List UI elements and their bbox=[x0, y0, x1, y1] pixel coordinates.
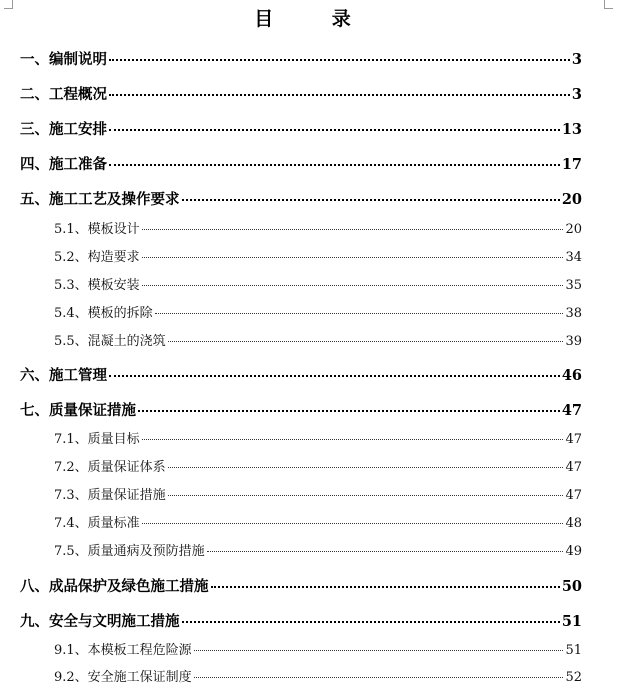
toc-entry-2[interactable] bbox=[20, 83, 582, 104]
toc-entry-label: 八、成品保护及绿色施工措施 bbox=[20, 578, 209, 595]
toc-entry-7-5[interactable] bbox=[54, 540, 582, 559]
toc-entry-page: 47 bbox=[565, 460, 582, 475]
toc-entry-page: 35 bbox=[565, 278, 582, 293]
toc-entry-page: 3 bbox=[571, 86, 582, 103]
toc-entry-page: 49 bbox=[565, 544, 582, 559]
toc-entry-label: 四、施工准备 bbox=[20, 156, 107, 173]
toc-leader-dots bbox=[138, 410, 560, 412]
toc-entry-page: 20 bbox=[561, 191, 582, 208]
toc-leader-dots bbox=[109, 94, 570, 96]
toc-entry-9-2[interactable] bbox=[54, 666, 582, 685]
toc-entry-5[interactable] bbox=[20, 188, 582, 209]
toc-leader-dots bbox=[142, 229, 564, 230]
toc-entry-9[interactable] bbox=[20, 610, 582, 631]
toc-title: 目 录 bbox=[254, 8, 377, 30]
toc-leader-dots bbox=[109, 164, 560, 166]
toc-leader-dots bbox=[168, 341, 564, 342]
toc-leader-dots bbox=[142, 523, 564, 524]
toc-entry-page: 47 bbox=[565, 432, 582, 447]
toc-leader-dots bbox=[182, 621, 560, 623]
toc-entry-5-2[interactable] bbox=[54, 246, 582, 265]
toc-entry-7-3[interactable] bbox=[54, 484, 582, 503]
toc-entry-page: 3 bbox=[571, 51, 582, 68]
toc-leader-dots bbox=[155, 313, 564, 314]
toc-leader-dots bbox=[142, 257, 564, 258]
toc-leader-dots bbox=[182, 199, 560, 201]
toc-entry-page: 38 bbox=[565, 306, 582, 321]
toc-entry-7-2[interactable] bbox=[54, 456, 582, 475]
toc-entry-label: 7.1、质量目标 bbox=[54, 432, 140, 447]
toc-leader-dots bbox=[168, 495, 564, 496]
toc-entry-page: 48 bbox=[565, 516, 582, 531]
toc-entry-6[interactable] bbox=[20, 364, 582, 385]
toc-leader-dots bbox=[109, 375, 560, 377]
toc-entry-7-4[interactable] bbox=[54, 512, 582, 531]
toc-entry-label: 九、安全与文明施工措施 bbox=[20, 613, 180, 630]
toc-entry-label: 7.3、质量保证措施 bbox=[54, 488, 166, 503]
toc-leader-dots bbox=[142, 439, 564, 440]
toc-entry-label: 9.1、本模板工程危险源 bbox=[54, 643, 192, 658]
toc-entry-3[interactable] bbox=[20, 118, 582, 139]
toc-entry-label: 一、编制说明 bbox=[20, 51, 107, 68]
toc-entry-5-3[interactable] bbox=[54, 274, 582, 293]
toc-entry-label: 5.1、模板设计 bbox=[54, 222, 140, 237]
toc-entry-7-1[interactable] bbox=[54, 428, 582, 447]
toc-entry-label: 7.4、质量标准 bbox=[54, 516, 140, 531]
toc-leader-dots bbox=[142, 285, 564, 286]
toc-entry-5-5[interactable] bbox=[54, 330, 582, 349]
toc-entry-1[interactable] bbox=[20, 48, 582, 69]
toc-leader-dots bbox=[207, 551, 564, 552]
toc-leader-dots bbox=[168, 467, 564, 468]
toc-entry-page: 46 bbox=[561, 367, 582, 384]
toc-entry-label: 5.5、混凝土的浇筑 bbox=[54, 334, 166, 349]
toc-entry-4[interactable] bbox=[20, 153, 582, 174]
toc-entry-label: 二、工程概况 bbox=[20, 86, 107, 103]
toc-entry-label: 5.4、模板的拆除 bbox=[54, 306, 153, 321]
toc-entry-page: 47 bbox=[565, 488, 582, 503]
toc-entry-label: 5.3、模板安装 bbox=[54, 278, 140, 293]
toc-entry-page: 34 bbox=[565, 250, 582, 265]
toc-entry-page: 51 bbox=[561, 613, 582, 630]
toc-leader-dots bbox=[194, 650, 564, 651]
toc-entry-9-1[interactable] bbox=[54, 639, 582, 658]
toc-entry-label: 7.2、质量保证体系 bbox=[54, 460, 166, 475]
toc-entry-page: 13 bbox=[561, 121, 582, 138]
toc-entry-label: 七、质量保证措施 bbox=[20, 402, 136, 419]
toc-entry-label: 7.5、质量通病及预防措施 bbox=[54, 544, 205, 559]
toc-leader-dots bbox=[211, 586, 560, 588]
toc-entry-7[interactable] bbox=[20, 399, 582, 420]
toc-entry-page: 39 bbox=[565, 334, 582, 349]
toc-leader-dots bbox=[109, 59, 570, 61]
toc-entry-5-4[interactable] bbox=[54, 302, 582, 321]
toc-leader-dots bbox=[109, 129, 560, 131]
toc-leader-dots bbox=[194, 677, 564, 678]
toc-entry-page: 47 bbox=[561, 402, 582, 419]
toc-entry-label: 三、施工安排 bbox=[20, 121, 107, 138]
toc-entry-label: 9.2、安全施工保证制度 bbox=[54, 670, 192, 685]
toc-entry-page: 50 bbox=[561, 578, 582, 595]
toc-entry-page: 17 bbox=[561, 156, 582, 173]
toc-entry-label: 六、施工管理 bbox=[20, 367, 107, 384]
toc-entry-label: 五、施工工艺及操作要求 bbox=[20, 191, 180, 208]
toc-entry-5-1[interactable] bbox=[54, 218, 582, 237]
toc-entry-page: 20 bbox=[565, 222, 582, 237]
toc-entry-8[interactable] bbox=[20, 575, 582, 596]
toc-entry-label: 5.2、构造要求 bbox=[54, 250, 140, 265]
toc-entry-page: 51 bbox=[565, 643, 582, 658]
toc-entry-page: 52 bbox=[565, 670, 582, 685]
